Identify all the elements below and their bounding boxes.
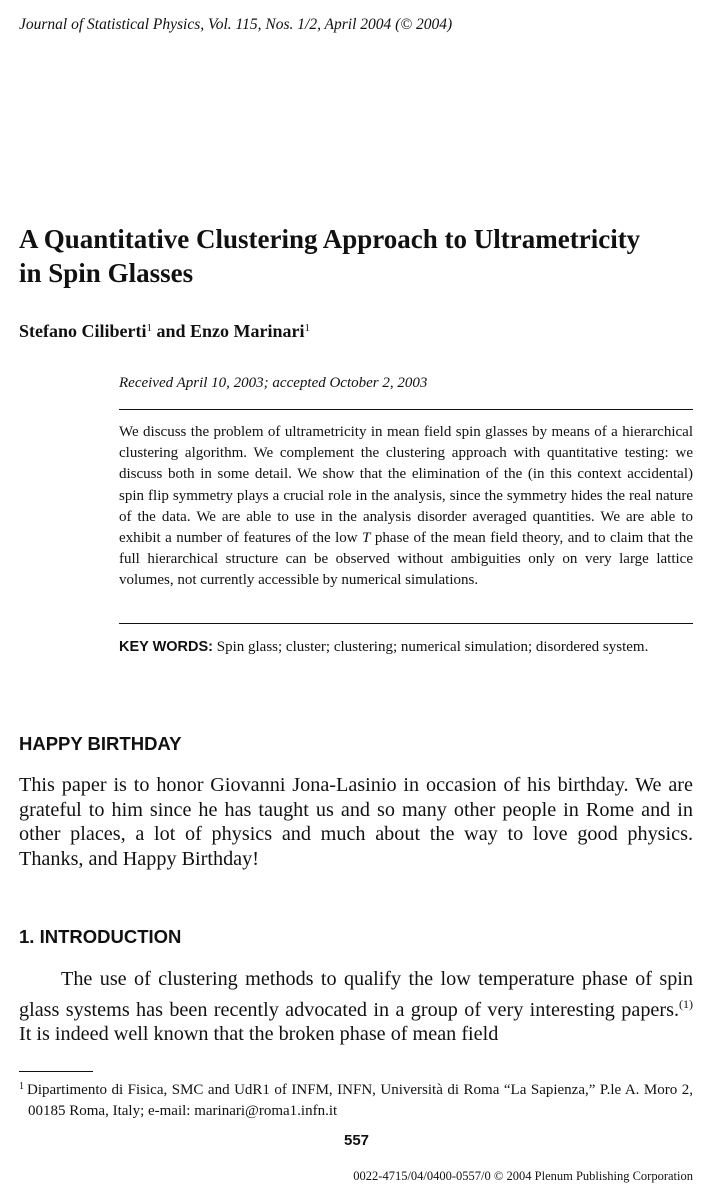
footnote (19, 1077, 693, 1121)
journal-header: Journal of Statistical Physics, Vol. 115, Nos. 1/2, April 2004 (© 2004) (19, 16, 453, 33)
introduction-paragraph (19, 967, 693, 1047)
affiliation-marker: 1 (146, 322, 152, 334)
abstract-symbol: T (362, 530, 371, 547)
birthday-paragraph: This paper is to honor Giovanni Jona-Lasinio in occasion of his birthday. We are grateful to him since he has taught us and so many other people in Rome and in other places, a lot of physics and much about the way to love good physics. Thanks, and Happy Birthday! (19, 774, 693, 871)
title-line-1: A Quantitative Clustering Approach to Ultrametricity (19, 224, 641, 254)
section-heading-birthday: HAPPY BIRTHDAY (19, 733, 182, 754)
abstract-text: We discuss the problem of ultrametricity in mean field spin glasses by means of a hierarchical clustering algorithm. We complement the clustering approach with quantitative testing: we discuss both in some detail. We show that the elimination of the (in this context accidental) spin flip symmetry plays a crucial role in the analysis, since the symmetry hides the real nature of the data. We are able to use in the analysis disorder averaged quantities. We are able to exhibit a number of features of the low (119, 424, 693, 547)
section-heading-introduction: 1. INTRODUCTION (19, 926, 182, 947)
keywords-label: KEY WORDS: (119, 639, 213, 655)
footnote-rule (19, 1071, 93, 1072)
paper-title (19, 222, 699, 290)
author-connector: and (156, 321, 186, 341)
abstract-top-rule (119, 409, 693, 410)
abstract-text-tail: phase of the mean field theory, and to claim that the full hierarchical structure can be observed without ambiguities only on very large lattice volumes, not currently accessible by numerical simulations. (119, 530, 694, 589)
abstract-bottom-rule (119, 623, 693, 624)
citation-marker: (1) (679, 996, 693, 1011)
author-list (19, 321, 310, 342)
abstract (119, 422, 693, 592)
title-line-2: in Spin Glasses (19, 258, 194, 288)
page-number: 557 (343, 1132, 370, 1149)
received-dates: Received April 10, 2003; accepted October 2, 2003 (119, 375, 428, 391)
author-name: Enzo Marinari (190, 321, 305, 341)
copyright-line: 0022-4715/04/0400-0557/0 © 2004 Plenum Publishing Corporation (353, 1169, 693, 1183)
footnote-text: Dipartimento di Fisica, SMC and UdR1 of INFM, INFN, Università di Roma “La Sapienza,” P.le A. Moro 2, 00185 Roma, Italy; e-mail: marinari@roma1.infn.it (27, 1082, 693, 1119)
introduction-text: The use of clustering methods to qualify the low temperature phase of spin glass systems has been recently advocated in a group of very interesting papers. (19, 968, 693, 1021)
author-name: Stefano Ciliberti (19, 321, 147, 341)
affiliation-marker: 1 (304, 322, 311, 334)
keywords-text: Spin glass; cluster; clustering; numerical simulation; disordered system. (216, 639, 649, 655)
introduction-text-tail: It is indeed well known that the broken phase of mean field (19, 1023, 499, 1046)
keywords (119, 637, 693, 659)
footnote-marker: 1 (19, 1081, 24, 1092)
